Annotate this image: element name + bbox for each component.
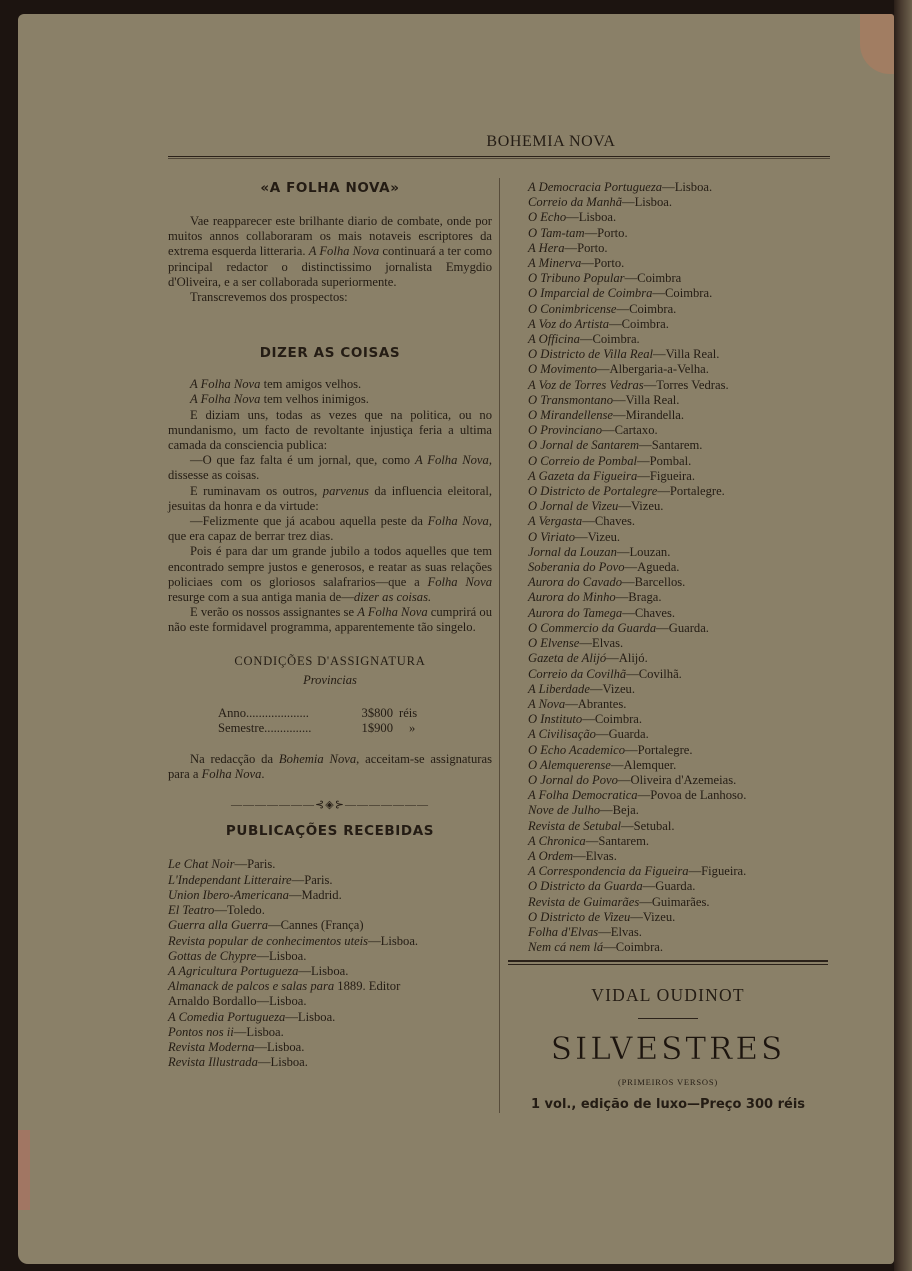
publication-title: A Gazeta da Figueira <box>528 468 638 483</box>
publication-place: —Portalegre. <box>657 484 725 499</box>
publication-title: Aurora do Tamega <box>528 605 623 620</box>
list-item <box>168 873 492 888</box>
publication-title: O Tribuno Popular <box>528 271 625 286</box>
list-item <box>168 857 492 872</box>
column-divider <box>499 178 500 1113</box>
ornament-divider: ———————⊰◈⊱——————— <box>231 799 429 812</box>
right-column <box>528 180 828 955</box>
paragraph: E ruminavam os outros, parvenus da influencia eleitoral, jesuitas da honra e da virtude: <box>168 483 492 513</box>
publication-title: A Agricultura Portugueza <box>168 963 299 978</box>
publication-title: A Comedia Portugueza <box>168 1009 286 1024</box>
publication-title: O Echo <box>528 210 567 225</box>
publication-place: —Alijó. <box>606 651 648 666</box>
paragraph: Na redacção da Bohemia Nova, acceitam-se assignaturas para a Folha Nova. <box>168 752 492 782</box>
list-item <box>528 879 828 894</box>
section-heading-dizer: DIZER AS COISAS <box>259 345 401 362</box>
list-item <box>528 773 828 788</box>
publication-place: —Elvas. <box>579 636 624 651</box>
publication-title: A Folha Democratica <box>528 788 638 803</box>
list-item <box>528 819 828 834</box>
book-advert <box>508 985 828 1112</box>
list-item <box>168 994 492 1009</box>
list-item <box>528 514 828 529</box>
publication-title: O Conimbricense <box>528 301 617 316</box>
publication-title: O Transmontano <box>528 392 614 407</box>
list-item <box>528 743 828 758</box>
publication-place: —Coimbra. <box>579 332 640 347</box>
publication-title: O Alemquerense <box>528 757 611 772</box>
list-item <box>528 545 828 560</box>
paper-stain <box>18 1130 30 1210</box>
publication-title: O Commercio da Guarda <box>528 620 657 635</box>
publication-place: —Porto. <box>584 225 628 240</box>
page-title: BOHEMIA NOVA <box>486 133 616 150</box>
publication-place: —Villa Real. <box>613 392 680 407</box>
publication-place: —Albergaria-a-Velha. <box>596 362 709 377</box>
list-item <box>168 949 492 964</box>
publication-title: O Provinciano <box>528 423 603 438</box>
publication-title: A Correspondencia da Figueira <box>528 864 689 879</box>
paragraph: E diziam uns, todas as vezes que na politica, ou no mundanismo, um facto de revoltante injustiça feria a ultima camada da consciencia publica: <box>168 407 492 453</box>
publication-title: O Viriato <box>528 529 575 544</box>
publication-place: —Guimarães. <box>639 894 710 909</box>
publication-title: Revista popular de conhecimentos uteis <box>168 933 369 948</box>
list-item <box>528 849 828 864</box>
list-item <box>528 636 828 651</box>
publication-place: —Vizeu. <box>575 529 621 544</box>
publication-place: —Vizeu. <box>589 681 635 696</box>
publication-place: —Villa Real. <box>652 347 720 362</box>
list-item <box>528 606 828 621</box>
publication-title: Revista de Setubal <box>528 818 622 833</box>
publication-title: O Districto de Portalegre <box>528 484 658 499</box>
publication-place: —Coimbra. <box>582 712 643 727</box>
publication-title: O Instituto <box>528 712 583 727</box>
publication-place: —Lisboa. <box>566 210 617 225</box>
running-header <box>168 133 830 151</box>
paragraph: Pois é para dar um grande jubilo a todos aquelles que tem encontrado sempre justos e generosos, e reatar as suas relações policiaes com os gloriosos salafrarios—que a Folha Nova resurge com a sua antiga mania de—dizer as coisas. <box>168 544 492 605</box>
list-item <box>168 964 492 979</box>
publication-place: —Povoa de Lanhoso. <box>637 788 747 803</box>
list-item <box>528 697 828 712</box>
list-item <box>528 788 828 803</box>
publication-place: —Torres Vedras. <box>643 377 729 392</box>
publication-title: Gottas de Chypre <box>168 948 257 963</box>
publication-title: Correio da Manhã <box>528 195 622 210</box>
publication-title: A Minerva <box>528 256 582 271</box>
publication-place: —Lisboa. <box>368 933 419 948</box>
publication-place: —Paris. <box>234 857 276 872</box>
publication-place: —Chaves. <box>582 514 636 529</box>
publication-title: A Officina <box>528 332 580 347</box>
publication-place: —Santarem. <box>639 438 703 453</box>
publication-place: —Abrantes. <box>565 696 627 711</box>
price-row: Semestre............... 1$900 » <box>218 720 416 735</box>
list-item <box>528 195 828 210</box>
publication-place: —Lisboa. <box>254 1039 305 1054</box>
publication-place: —Coimbra. <box>603 940 664 955</box>
publication-title: O Echo Academico <box>528 742 625 757</box>
list-item <box>528 362 828 377</box>
publication-place: —Figueira. <box>688 864 747 879</box>
publication-title: Revista Moderna <box>168 1039 255 1054</box>
publication-title: Aurora do Minho <box>528 590 616 605</box>
list-item <box>528 271 828 286</box>
advert-subtitle: (PRIMEIROS VERSOS) <box>618 1077 718 1087</box>
publication-place: —Louzan. <box>616 544 671 559</box>
list-item <box>528 317 828 332</box>
publication-title: A Liberdade <box>528 681 590 696</box>
publication-title: Nove de Julho <box>528 803 601 818</box>
list-item <box>528 499 828 514</box>
list-item <box>528 758 828 773</box>
list-item <box>528 408 828 423</box>
publication-place: —Guarda. <box>656 620 709 635</box>
publication-title: Revista Illustrada <box>168 1055 258 1070</box>
publication-place: —Lisboa. <box>622 195 673 210</box>
publication-place: —Santarem. <box>585 833 650 848</box>
list-item <box>528 393 828 408</box>
left-column <box>168 180 492 1070</box>
publication-title: O Elvense <box>528 636 580 651</box>
publication-title: O Districto da Guarda <box>528 879 643 894</box>
list-item <box>528 438 828 453</box>
publication-title: A Civilisação <box>528 727 596 742</box>
list-item <box>168 1055 492 1070</box>
publication-place: —Guarda. <box>642 879 696 894</box>
list-item <box>168 1010 492 1025</box>
paragraph: E verão os nossos assignantes se A Folha Nova cumprirá ou não este formidavel programma, apparentemente tão singelo. <box>168 605 492 635</box>
publication-title: El Teatro <box>168 903 215 918</box>
header-rule <box>168 156 830 157</box>
advert-author: VIDAL OUDINOT <box>591 985 745 1005</box>
publication-place: —Agueda. <box>624 560 680 575</box>
list-item <box>528 530 828 545</box>
publication-title: O Tam-tam <box>528 225 585 240</box>
paragraph: Vae reapparecer este brilhante diario de combate, onde por muitos annos collaboraram os mais notaveis escriptores da extrema esquerda litteraria. A Folha Nova continuará a ter como principal redactor o distinctissimo jornalista Emygdio d'Oliveira, e a ser collaborada superiormente. <box>168 214 493 289</box>
publication-place: —Lisboa. <box>257 1055 308 1070</box>
publication-title: Jornal da Louzan <box>528 544 617 559</box>
publication-title: O Districto de Villa Real <box>528 347 653 362</box>
publication-place: —Guarda. <box>595 727 649 742</box>
publication-title: O Movimento <box>528 362 597 377</box>
list-item <box>528 864 828 879</box>
list-item <box>528 667 828 682</box>
paragraph: —O que faz falta é um jornal, que, como A Folha Nova, dissesse as coisas. <box>168 453 492 483</box>
publications-list-left <box>168 857 492 1070</box>
publication-title: O Jornal de Santarem <box>528 438 640 453</box>
publication-place: —Paris. <box>291 872 333 887</box>
publication-title: Pontos nos ii <box>168 1024 234 1039</box>
publication-title: Soberania do Povo <box>528 560 625 575</box>
publication-place: —Coimbra. <box>616 301 677 316</box>
list-item <box>528 256 828 271</box>
publication-title: Guerra alla Guerra <box>168 918 269 933</box>
list-item <box>528 925 828 940</box>
list-item <box>528 210 828 225</box>
advert-title: SILVESTRES <box>550 1031 786 1067</box>
list-item <box>168 903 492 918</box>
publications-list-right <box>528 180 828 955</box>
publication-place: —Braga. <box>615 590 662 605</box>
publication-title: Folha d'Elvas <box>528 924 599 939</box>
publication-place: —Coimbra <box>624 271 682 286</box>
list-item <box>528 895 828 910</box>
list-item <box>528 332 828 347</box>
list-item <box>528 454 828 469</box>
list-item <box>528 484 828 499</box>
conditions-title: CONDIÇÕES D'ASSIGNATURA <box>234 653 426 668</box>
publication-title: Revista de Guimarães <box>528 894 640 909</box>
section-heading-publicacoes: PUBLICAÇÕES RECEBIDAS <box>225 823 435 840</box>
publication-place: —Coimbra. <box>652 286 713 301</box>
publication-place: —Alemquer. <box>610 757 677 772</box>
publication-place: —Beja. <box>600 803 639 818</box>
publication-title: A Voz de Torres Vedras <box>528 377 644 392</box>
publication-place: —Portalegre. <box>625 742 693 757</box>
paragraph: —Felizmente que já acabou aquella peste da Folha Nova, que era capaz de berrar trez dias. <box>168 514 492 544</box>
publication-place: —Lisboa. <box>285 1009 336 1024</box>
list-item <box>528 180 828 195</box>
publication-place: —Chaves. <box>622 605 676 620</box>
list-item <box>528 910 828 925</box>
list-item <box>168 918 492 933</box>
list-item <box>528 560 828 575</box>
publication-title: Gazeta de Alijó <box>528 651 607 666</box>
list-item <box>528 423 828 438</box>
paragraph: A Folha Nova tem velhos inimigos. <box>190 392 369 407</box>
publication-title: A Ordem <box>528 848 574 863</box>
publication-title: O Imparcial de Coimbra <box>528 286 653 301</box>
list-item <box>168 1040 492 1055</box>
advert-rule <box>508 964 828 965</box>
list-item <box>528 302 828 317</box>
publication-place: —Porto. <box>564 240 608 255</box>
publication-title: Almanack de palcos e salas para <box>168 979 335 994</box>
publication-title: Aurora do Cavado <box>528 575 622 590</box>
publication-place: —Vizeu. <box>630 909 676 924</box>
list-item <box>528 940 828 955</box>
publication-title: A Nova <box>528 696 566 711</box>
publication-place: —Coimbra. <box>609 316 669 331</box>
publication-title: O Correio de Pombal <box>528 453 638 468</box>
publication-place: —Lisboa. <box>298 963 349 978</box>
list-item <box>528 682 828 697</box>
publication-place: —Covilhã. <box>626 666 682 681</box>
publication-title: Union Ibero-Americana <box>168 887 289 902</box>
paragraph: A Folha Nova tem amigos velhos. <box>190 377 362 392</box>
list-item <box>168 1025 492 1040</box>
publication-place: —Vizeu. <box>618 499 664 514</box>
publication-place: 1889. Editor <box>334 979 401 994</box>
list-item <box>168 934 492 949</box>
publication-place: —Cartaxo. <box>602 423 658 438</box>
list-item <box>528 226 828 241</box>
publication-place: —Lisboa. <box>233 1024 284 1039</box>
publication-place: —Lisboa. <box>662 180 713 194</box>
advert-rule <box>508 960 828 962</box>
list-item <box>528 378 828 393</box>
page-edge <box>894 0 912 1271</box>
header-rule <box>168 158 830 159</box>
list-item <box>528 712 828 727</box>
publication-place: Arnaldo Bordallo—Lisboa. <box>168 994 307 1009</box>
publication-place: —Elvas. <box>598 924 642 939</box>
publication-place: —Oliveira d'Azemeias. <box>617 772 737 787</box>
publication-title: O Districto de Vizeu <box>528 909 631 924</box>
conditions-subtitle: Provincias <box>303 672 357 687</box>
list-item <box>528 727 828 742</box>
price-row: Anno.................... 3$800 réis <box>218 705 418 720</box>
list-item <box>168 888 492 903</box>
list-item <box>168 979 492 994</box>
publication-title: L'Independant Litteraire <box>168 872 292 887</box>
list-item <box>528 803 828 818</box>
list-item <box>528 834 828 849</box>
paragraph: Transcrevemos dos prospectos: <box>190 290 348 305</box>
publication-place: —Elvas. <box>573 848 617 863</box>
publication-title: A Voz do Artista <box>528 316 610 331</box>
publication-title: A Democracia Portugueza <box>528 180 663 194</box>
publication-place: —Lisboa. <box>256 948 307 963</box>
publication-title: O Jornal do Povo <box>528 772 618 787</box>
publication-title: Correio da Covilhã <box>528 666 627 681</box>
publication-place: —Pombal. <box>637 453 692 468</box>
publication-place: —Barcellos. <box>622 575 686 590</box>
publication-place: —Mirandella. <box>613 408 684 423</box>
publication-title: A Hera <box>528 240 565 255</box>
list-item <box>528 241 828 256</box>
section-heading-folha-nova: «A FOLHA NOVA» <box>260 180 400 196</box>
publication-title: O Mirandellense <box>528 408 613 423</box>
publication-title: A Vergasta <box>528 514 583 529</box>
list-item <box>528 347 828 362</box>
publication-place: —Cannes (França) <box>268 918 364 933</box>
list-item <box>528 621 828 636</box>
publication-title: O Jornal de Vizeu <box>528 499 619 514</box>
publication-place: —Figueira. <box>637 468 695 483</box>
list-item <box>528 286 828 301</box>
list-item <box>528 575 828 590</box>
publication-place: —Toledo. <box>214 903 265 918</box>
list-item <box>528 651 828 666</box>
advert-price: 1 vol., edição de luxo—Preço 300 réis <box>530 1097 806 1112</box>
publication-title: A Chronica <box>528 833 586 848</box>
list-item <box>528 590 828 605</box>
publication-place: —Madrid. <box>288 887 342 902</box>
publication-place: —Porto. <box>581 256 625 271</box>
publication-title: Nem cá nem lá <box>528 940 604 955</box>
publication-title: Le Chat Noir <box>168 857 235 872</box>
publication-place: —Setubal. <box>621 818 675 833</box>
list-item <box>528 469 828 484</box>
